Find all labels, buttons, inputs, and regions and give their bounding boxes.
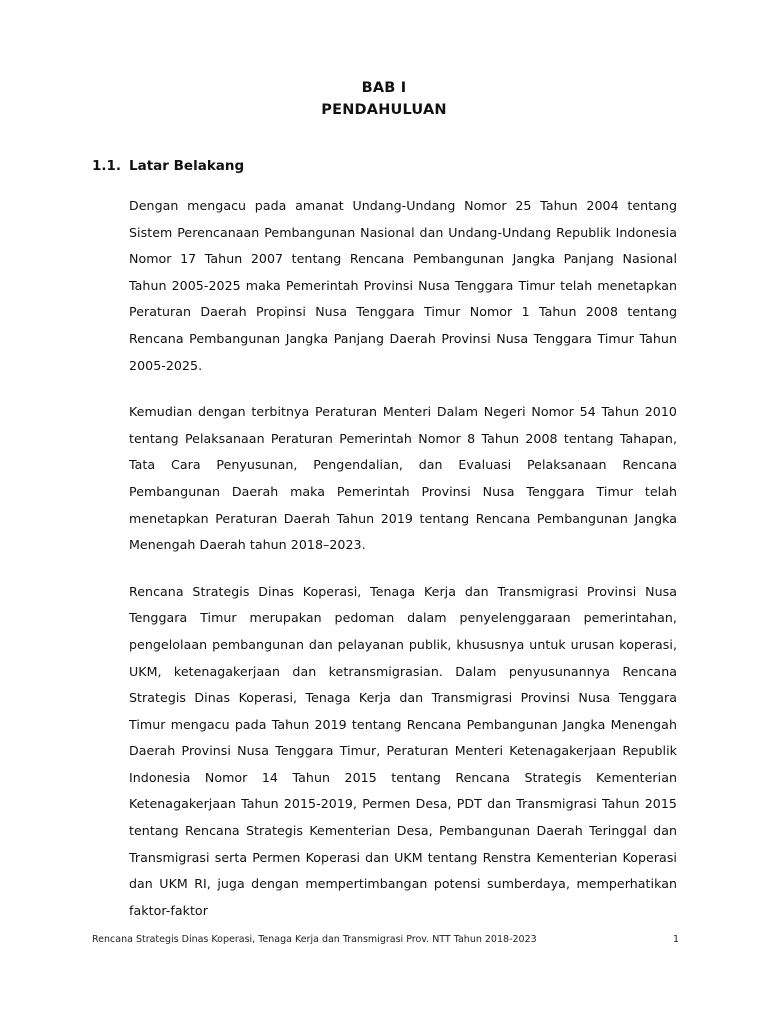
section-title: Latar Belakang [129, 158, 245, 174]
body-text [129, 193, 677, 944]
page-number: 1 [672, 934, 679, 945]
footer-text: Rencana Strategis Dinas Koperasi, Tenaga Kerja dan Transmigrasi Prov. NTT Tahun 2018-2023 [92, 934, 537, 945]
section-number: 1.1. [92, 158, 122, 174]
paragraph: Rencana Strategis Dinas Koperasi, Tenaga Kerja dan Transmigrasi Provinsi Nusa Tenggara Timur merupakan pedoman dalam penyelenggaraan pemerintahan, pengelolaan pembangunan dan pelayanan publik, khususnya untuk urusan koperasi, UKM, ketenagakerjaan dan ketransmigrasian. Dalam penyusunannya Rencana Strategis Dinas Koperasi, Tenaga Kerja dan Transmigrasi Provinsi Nusa Tenggara Timur mengacu pada Tahun 2019 tentang Rencana Pembangunan Jangka Menengah Daerah Provinsi Nusa Tenggara Timur, Peraturan Menteri Ketenagakerjaan Republik Indonesia Nomor 14 Tahun 2015 tentang Rencana Strategis Kementerian Ketenagakerjaan Tahun 2015-2019, Permen Desa, PDT dan Transmigrasi Tahun 2015 tentang Rencana Strategis Kementerian Desa, Pembangunan Daerah Teringgal dan Transmigrasi serta Permen Koperasi dan UKM tentang Renstra Kementerian Koperasi dan UKM RI, juga dengan mempertimbangan potensi sumberdaya, memperhatikan faktor-faktor [129, 583, 677, 918]
chapter-number: BAB I [361, 80, 407, 96]
chapter-title: PENDAHULUAN [321, 102, 447, 118]
section-heading [92, 158, 244, 174]
paragraph: Dengan mengacu pada amanat Undang-Undang Nomor 25 Tahun 2004 tentang Sistem Perencanaan Pembangunan Nasional dan Undang-Undang Republik Indonesia Nomor 17 Tahun 2007 tentang Rencana Pembangunan Jangka Panjang Nasional Tahun 2005-2025 maka Pemerintah Provinsi Nusa Tenggara Timur telah menetapkan Peraturan Daerah Propinsi Nusa Tenggara Timur Nomor 1 Tahun 2008 tentang Rencana Pembangunan Jangka Panjang Daerah Provinsi Nusa Tenggara Timur Tahun 2005-2025. [129, 198, 677, 373]
paragraph: Kemudian dengan terbitnya Peraturan Menteri Dalam Negeri Nomor 54 Tahun 2010 tentang Pelaksanaan Peraturan Pemerintah Nomor 8 Tahun 2008 tentang Tahapan, Tata Cara Penyusunan, Pengendalian, dan Evaluasi Pelaksanaan Rencana Pembangunan Daerah maka Pemerintah Provinsi Nusa Tenggara Timur telah menetapkan Peraturan Daerah Tahun 2019 tentang Rencana Pembangunan Jangka Menengah Daerah tahun 2018–2023. [129, 404, 677, 553]
